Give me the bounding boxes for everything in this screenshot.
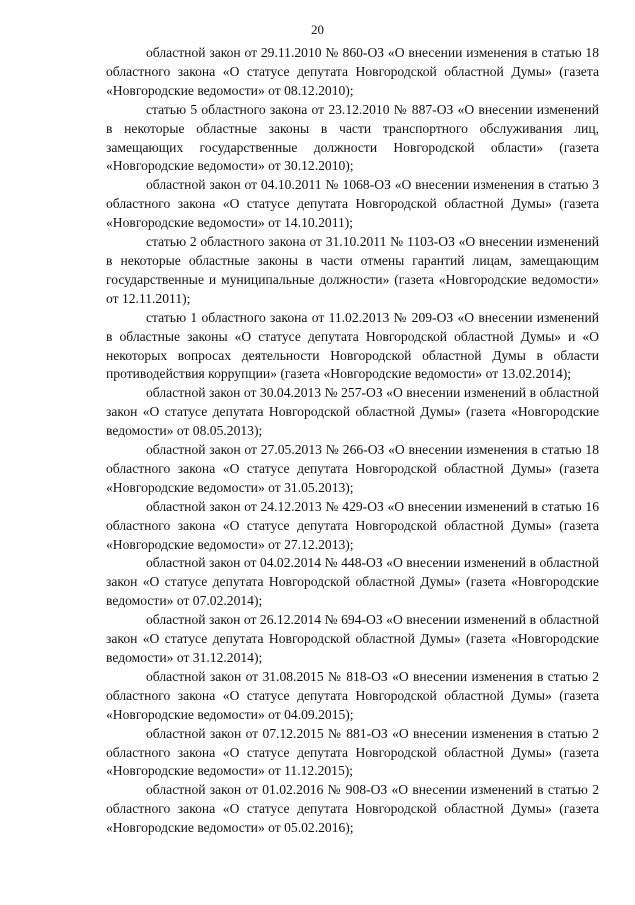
page-number: 20 bbox=[311, 22, 324, 37]
paragraph: статью 2 областного закона от 31.10.2011 № 1103-ОЗ «О внесении изменений в некоторые областные законы в части отмены гарантий лицам, замещающим государственные и муниципальные должности» (газета «Новгородские ведомости» от 12.11.2011); bbox=[106, 234, 599, 306]
paragraph: областной закон от 27.05.2013 № 266-ОЗ «О внесении изменения в статью 18 областного закона «О статусе депутата Новгородской областной Думы» (газета «Новгородские ведомости» от 31.05.2013); bbox=[106, 442, 599, 495]
paragraph: областной закон от 04.10.2011 № 1068-ОЗ «О внесении изменения в статью 3 областного закона «О статусе депутата Новгородской областной Думы» (газета «Новгородские ведомости» от 14.10.2011); bbox=[106, 177, 599, 231]
paragraph: областной закон от 04.02.2014 № 448-ОЗ «О внесении изменений в областной закон «О статусе депутата Новгородской областной Думы» (газета «Новгородские ведомости» от 07.02.2014); bbox=[106, 555, 599, 609]
paragraph: областной закон от 24.12.2013 № 429-ОЗ «О внесении изменений в статью 16 областного закона «О статусе депутата Новгородской областной Думы» (газета «Новгородские ведомости» от 27.12.2013); bbox=[106, 498, 599, 552]
paragraph: областной закон от 30.04.2013 № 257-ОЗ «О внесении изменений в областной закон «О статусе депутата Новгородской областной Думы» (газета «Новгородские ведомости» от 08.05.2013); bbox=[106, 385, 599, 439]
paragraph: статью 5 областного закона от 23.12.2010 № 887-ОЗ «О внесении изменений в некоторые областные законы в части транспортного обслуживания лиц, замещающих государственные должности Новгородской области» (газета «Новгородские ведомости» от 30.12.2010); bbox=[106, 101, 599, 174]
paragraph: областной закон от 31.08.2015 № 818-ОЗ «О внесении изменения в статью 2 областного закона «О статусе депутата Новгородской областной Думы» (газета «Новгородские ведомости» от 04.09.2015); bbox=[106, 668, 599, 722]
document-body bbox=[106, 44, 599, 838]
paragraph: областной закон от 07.12.2015 № 881-ОЗ «О внесении изменения в статью 2 областного закона «О статусе депутата Новгородской областной Думы» (газета «Новгородские ведомости» от 11.12.2015); bbox=[106, 725, 599, 779]
paragraph: областной закон от 29.11.2010 № 860-ОЗ «О внесении изменения в статью 18 областного закона «О статусе депутата Новгородской областной Думы» (газета «Новгородские ведомости» от 08.12.2010); bbox=[106, 45, 599, 98]
paragraph: статью 1 областного закона от 11.02.2013 № 209-ОЗ «О внесении изменений в областные законы «О статусе депутата Новгородской областной Думы» и «О некоторых вопросах деятельности Новгородской областной Думы в области противодействия коррупции» (газета «Новгородские ведомости» от 13.02.2014); bbox=[106, 309, 599, 382]
paragraph: областной закон от 26.12.2014 № 694-ОЗ «О внесении изменений в областной закон «О статусе депутата Новгородской областной Думы» (газета «Новгородские ведомости» от 31.12.2014); bbox=[106, 612, 599, 665]
paragraph: областной закон от 01.02.2016 № 908-ОЗ «О внесении изменений в статью 2 областного закона «О статусе депутата Новгородской областной Думы» (газета «Новгородские ведомости» от 05.02.2016); bbox=[106, 782, 599, 836]
